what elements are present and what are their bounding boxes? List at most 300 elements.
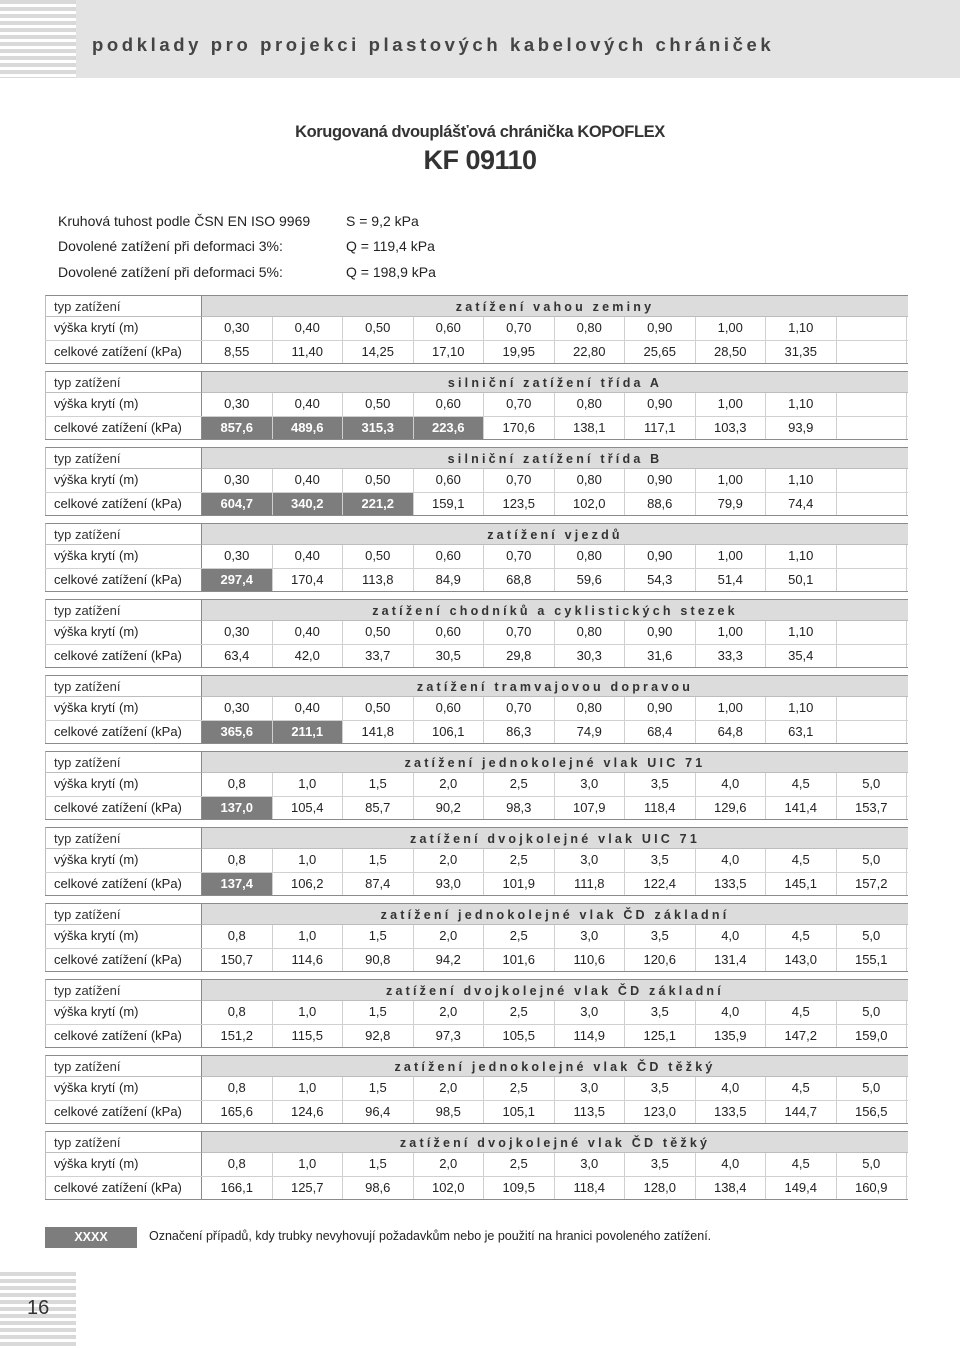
depth-cell: 0,50: [343, 393, 414, 416]
depth-cell: 0,80: [555, 697, 626, 720]
depth-cell: 0,90: [625, 393, 696, 416]
load-cell: 109,5: [484, 1177, 555, 1200]
load-cell: 98,3: [484, 797, 555, 820]
load-cell: 59,6: [555, 569, 626, 592]
section-header: [45, 751, 908, 773]
load-cell: 86,3: [484, 721, 555, 744]
depth-cell: 0,60: [414, 621, 485, 644]
row-label-type: typ zatížení: [45, 979, 202, 1001]
depth-cell: 0,80: [555, 317, 626, 340]
row-label-type: typ zatížení: [45, 447, 202, 469]
depth-cell: 3,5: [625, 1001, 696, 1024]
section-header: [45, 979, 908, 1001]
load-cell: 159,0: [837, 1025, 908, 1048]
section-title: zatížení chodníků a cyklistických stezek: [202, 599, 908, 621]
depth-cell: 0,90: [625, 317, 696, 340]
product-code: KF 09110: [423, 145, 537, 175]
depth-cell: [837, 545, 908, 568]
load-cell: [837, 645, 908, 668]
load-cell: 150,7: [202, 949, 273, 972]
depth-cell: 2,0: [414, 1153, 485, 1176]
depth-cell: 3,0: [555, 1077, 626, 1100]
property-value-stiffness: S = 9,2 kPa: [346, 213, 419, 229]
section-title: silniční zatížení třída B: [202, 447, 908, 469]
row-label-type: typ zatížení: [45, 827, 202, 849]
depth-cell: 3,5: [625, 773, 696, 796]
load-cell: 114,6: [273, 949, 344, 972]
load-cell: 74,4: [766, 493, 837, 516]
load-cell: 94,2: [414, 949, 485, 972]
load-cell: 31,6: [625, 645, 696, 668]
load-cell: 97,3: [414, 1025, 485, 1048]
depth-cell: 0,90: [625, 621, 696, 644]
depth-cell: 0,70: [484, 545, 555, 568]
load-row: [45, 569, 908, 593]
load-cell: 135,9: [696, 1025, 767, 1048]
load-section: [45, 295, 908, 364]
load-cell: 29,8: [484, 645, 555, 668]
load-cell: 151,2: [202, 1025, 273, 1048]
load-cell: 170,6: [484, 417, 555, 440]
load-cell: 165,6: [202, 1101, 273, 1124]
row-label-load: celkové zatížení (kPa): [45, 493, 202, 516]
depth-cell: 3,0: [555, 849, 626, 872]
depth-cell: 1,0: [273, 849, 344, 872]
depth-cell: 1,10: [766, 469, 837, 492]
section-title: zatížení dvojkolejné vlak ČD těžký: [202, 1131, 908, 1153]
load-cell: 68,8: [484, 569, 555, 592]
load-cell: 74,9: [555, 721, 626, 744]
load-cell: 33,7: [343, 645, 414, 668]
load-cell: 101,6: [484, 949, 555, 972]
depth-row: [45, 773, 908, 797]
depth-cell: 1,10: [766, 393, 837, 416]
section-header: [45, 903, 908, 925]
depth-cell: 0,90: [625, 545, 696, 568]
load-cell: 365,6: [202, 721, 273, 744]
row-label-type: typ zatížení: [45, 295, 202, 317]
load-cell: 84,9: [414, 569, 485, 592]
load-section: [45, 1055, 908, 1124]
depth-cell: 2,5: [484, 1153, 555, 1176]
row-label-load: celkové zatížení (kPa): [45, 569, 202, 592]
load-cell: 120,6: [625, 949, 696, 972]
load-cell: 122,4: [625, 873, 696, 896]
load-cell: 106,2: [273, 873, 344, 896]
section-header: [45, 447, 908, 469]
section-header: [45, 1055, 908, 1077]
load-cell: 315,3: [343, 417, 414, 440]
load-cell: 113,8: [343, 569, 414, 592]
depth-cell: 1,00: [696, 697, 767, 720]
row-label-load: celkové zatížení (kPa): [45, 797, 202, 820]
load-section: [45, 979, 908, 1048]
load-cell: 14,25: [343, 341, 414, 364]
row-label-load: celkové zatížení (kPa): [45, 873, 202, 896]
depth-cell: 0,30: [202, 317, 273, 340]
load-cell: 211,1: [273, 721, 344, 744]
load-cell: 105,1: [484, 1101, 555, 1124]
row-label-type: typ zatížení: [45, 1055, 202, 1077]
load-cell: 155,1: [837, 949, 908, 972]
depth-cell: 0,40: [273, 545, 344, 568]
load-cell: 223,6: [414, 417, 485, 440]
depth-cell: 3,5: [625, 925, 696, 948]
depth-cell: 3,5: [625, 1077, 696, 1100]
depth-row: [45, 393, 908, 417]
depth-cell: 2,0: [414, 1077, 485, 1100]
depth-cell: 0,40: [273, 697, 344, 720]
load-cell: 149,4: [766, 1177, 837, 1200]
load-cell: 160,9: [837, 1177, 908, 1200]
depth-cell: 0,8: [202, 1077, 273, 1100]
depth-cell: 1,0: [273, 1077, 344, 1100]
load-cell: 98,6: [343, 1177, 414, 1200]
depth-cell: 0,70: [484, 393, 555, 416]
row-label-depth: výška krytí (m): [45, 925, 202, 948]
load-cell: 85,7: [343, 797, 414, 820]
depth-cell: 3,0: [555, 925, 626, 948]
load-row: [45, 949, 908, 973]
load-row: [45, 341, 908, 365]
load-cell: 68,4: [625, 721, 696, 744]
load-section: [45, 523, 908, 592]
section-header: [45, 295, 908, 317]
depth-cell: 3,5: [625, 849, 696, 872]
depth-cell: 0,30: [202, 545, 273, 568]
depth-cell: 1,5: [343, 773, 414, 796]
depth-cell: 4,0: [696, 849, 767, 872]
depth-cell: 0,30: [202, 621, 273, 644]
depth-cell: 1,00: [696, 621, 767, 644]
load-cell: 138,4: [696, 1177, 767, 1200]
section-header: [45, 599, 908, 621]
load-cell: [837, 721, 908, 744]
load-cell: 79,9: [696, 493, 767, 516]
depth-cell: 4,5: [766, 773, 837, 796]
load-cell: 117,1: [625, 417, 696, 440]
row-label-depth: výška krytí (m): [45, 1153, 202, 1176]
row-label-depth: výška krytí (m): [45, 697, 202, 720]
load-cell: 106,1: [414, 721, 485, 744]
load-cell: 156,5: [837, 1101, 908, 1124]
depth-cell: 1,5: [343, 1077, 414, 1100]
property-label-stiffness: Kruhová tuhost podle ČSN EN ISO 9969: [58, 213, 311, 229]
load-cell: 128,0: [625, 1177, 696, 1200]
depth-cell: 1,0: [273, 925, 344, 948]
load-cell: 297,4: [202, 569, 273, 592]
load-cell: 42,0: [273, 645, 344, 668]
depth-cell: 3,5: [625, 1153, 696, 1176]
section-title: zatížení jednokolejné vlak UIC 71: [202, 751, 908, 773]
property-value-deform-5: Q = 198,9 kPa: [346, 264, 436, 280]
depth-cell: 0,80: [555, 545, 626, 568]
load-section: [45, 827, 908, 896]
depth-cell: 2,5: [484, 1001, 555, 1024]
load-row: [45, 721, 908, 745]
depth-row: [45, 1153, 908, 1177]
load-cell: 114,9: [555, 1025, 626, 1048]
depth-cell: 0,50: [343, 317, 414, 340]
row-label-depth: výška krytí (m): [45, 393, 202, 416]
section-header: [45, 523, 908, 545]
section-title: zatížení dvojkolejné vlak UIC 71: [202, 827, 908, 849]
row-label-type: typ zatížení: [45, 523, 202, 545]
depth-cell: 0,70: [484, 621, 555, 644]
depth-cell: 5,0: [837, 925, 908, 948]
depth-cell: 0,40: [273, 469, 344, 492]
depth-cell: 0,8: [202, 773, 273, 796]
load-cell: 22,80: [555, 341, 626, 364]
load-cell: 30,5: [414, 645, 485, 668]
depth-cell: [837, 317, 908, 340]
property-value-deform-3: Q = 119,4 kPa: [346, 238, 435, 254]
load-cell: 103,3: [696, 417, 767, 440]
depth-cell: 1,00: [696, 545, 767, 568]
property-label-deform-3: Dovolené zatížení při deformaci 3%:: [58, 238, 283, 254]
depth-row: [45, 545, 908, 569]
load-cell: 131,4: [696, 949, 767, 972]
load-cell: [837, 417, 908, 440]
load-cell: 54,3: [625, 569, 696, 592]
row-label-depth: výška krytí (m): [45, 317, 202, 340]
depth-cell: 0,80: [555, 393, 626, 416]
depth-cell: 1,0: [273, 773, 344, 796]
load-cell: 124,6: [273, 1101, 344, 1124]
load-cell: 19,95: [484, 341, 555, 364]
load-cell: 166,1: [202, 1177, 273, 1200]
depth-cell: 4,5: [766, 849, 837, 872]
depth-cell: 0,70: [484, 317, 555, 340]
load-section: [45, 371, 908, 440]
load-row: [45, 645, 908, 669]
load-cell: 340,2: [273, 493, 344, 516]
depth-cell: 0,60: [414, 697, 485, 720]
depth-cell: 0,80: [555, 621, 626, 644]
row-label-load: celkové zatížení (kPa): [45, 645, 202, 668]
depth-cell: 0,90: [625, 697, 696, 720]
row-label-depth: výška krytí (m): [45, 545, 202, 568]
depth-cell: 3,0: [555, 1153, 626, 1176]
page-header: podklady pro projekci plastových kabelových chrániček: [92, 34, 775, 55]
load-row: [45, 1025, 908, 1049]
load-cell: 113,5: [555, 1101, 626, 1124]
load-cell: 102,0: [555, 493, 626, 516]
load-cell: 115,5: [273, 1025, 344, 1048]
depth-row: [45, 1077, 908, 1101]
load-cell: 221,2: [343, 493, 414, 516]
section-header: [45, 827, 908, 849]
load-cell: 102,0: [414, 1177, 485, 1200]
row-label-type: typ zatížení: [45, 599, 202, 621]
load-cell: 92,8: [343, 1025, 414, 1048]
depth-cell: 0,50: [343, 697, 414, 720]
row-label-depth: výška krytí (m): [45, 849, 202, 872]
depth-cell: 2,0: [414, 849, 485, 872]
load-row: [45, 417, 908, 441]
depth-cell: 1,5: [343, 849, 414, 872]
decorative-stripes-top: [0, 0, 76, 78]
depth-cell: 2,0: [414, 925, 485, 948]
depth-cell: 4,5: [766, 925, 837, 948]
load-cell: 110,6: [555, 949, 626, 972]
depth-cell: 1,0: [273, 1001, 344, 1024]
depth-cell: 4,0: [696, 773, 767, 796]
load-cell: 17,10: [414, 341, 485, 364]
section-title: zatížení vahou zeminy: [202, 295, 908, 317]
row-label-load: celkové zatížení (kPa): [45, 721, 202, 744]
depth-cell: 1,10: [766, 545, 837, 568]
row-label-load: celkové zatížení (kPa): [45, 341, 202, 364]
depth-cell: 0,60: [414, 393, 485, 416]
load-cell: 157,2: [837, 873, 908, 896]
depth-cell: 2,0: [414, 1001, 485, 1024]
depth-row: [45, 1001, 908, 1025]
row-label-type: typ zatížení: [45, 1131, 202, 1153]
load-cell: 96,4: [343, 1101, 414, 1124]
load-cell: 153,7: [837, 797, 908, 820]
section-title: zatížení vjezdů: [202, 523, 908, 545]
depth-cell: 1,0: [273, 1153, 344, 1176]
depth-cell: 5,0: [837, 1077, 908, 1100]
depth-cell: 4,5: [766, 1077, 837, 1100]
depth-cell: 1,5: [343, 1153, 414, 1176]
load-cell: 25,65: [625, 341, 696, 364]
depth-cell: 1,00: [696, 317, 767, 340]
row-label-type: typ zatížení: [45, 371, 202, 393]
load-section: [45, 447, 908, 516]
row-label-load: celkové zatížení (kPa): [45, 1101, 202, 1124]
load-cell: 105,5: [484, 1025, 555, 1048]
depth-cell: 0,8: [202, 925, 273, 948]
depth-cell: 0,70: [484, 469, 555, 492]
legend-marker: XXXX: [45, 1227, 137, 1248]
load-cell: 51,4: [696, 569, 767, 592]
load-cell: 857,6: [202, 417, 273, 440]
load-cell: 147,2: [766, 1025, 837, 1048]
load-cell: 137,0: [202, 797, 273, 820]
load-cell: 604,7: [202, 493, 273, 516]
load-section: [45, 1131, 908, 1200]
load-cell: 144,7: [766, 1101, 837, 1124]
load-cell: 63,4: [202, 645, 273, 668]
load-cell: 98,5: [414, 1101, 485, 1124]
load-cell: 64,8: [696, 721, 767, 744]
depth-cell: 1,5: [343, 1001, 414, 1024]
load-cell: 145,1: [766, 873, 837, 896]
depth-cell: 2,0: [414, 773, 485, 796]
load-cell: 107,9: [555, 797, 626, 820]
load-cell: 90,2: [414, 797, 485, 820]
load-cell: [837, 493, 908, 516]
depth-cell: 0,90: [625, 469, 696, 492]
load-cell: 125,7: [273, 1177, 344, 1200]
depth-row: [45, 621, 908, 645]
document-title: Korugovaná dvouplášťová chránička KOPOFLEX: [295, 123, 665, 141]
depth-cell: 5,0: [837, 1153, 908, 1176]
depth-row: [45, 317, 908, 341]
depth-cell: 0,50: [343, 621, 414, 644]
depth-cell: 0,60: [414, 469, 485, 492]
load-row: [45, 873, 908, 897]
depth-cell: 3,0: [555, 773, 626, 796]
load-row: [45, 1101, 908, 1125]
depth-cell: 3,0: [555, 1001, 626, 1024]
load-cell: 105,4: [273, 797, 344, 820]
depth-cell: 0,50: [343, 469, 414, 492]
depth-cell: 0,8: [202, 1153, 273, 1176]
depth-cell: [837, 393, 908, 416]
load-cell: 133,5: [696, 873, 767, 896]
load-cell: 143,0: [766, 949, 837, 972]
load-cell: 138,1: [555, 417, 626, 440]
depth-cell: 2,5: [484, 1077, 555, 1100]
depth-cell: 1,00: [696, 469, 767, 492]
load-cell: 8,55: [202, 341, 273, 364]
depth-cell: 4,0: [696, 1153, 767, 1176]
load-cell: 123,5: [484, 493, 555, 516]
depth-row: [45, 469, 908, 493]
load-cell: [837, 341, 908, 364]
depth-cell: 0,8: [202, 1001, 273, 1024]
depth-cell: 0,40: [273, 393, 344, 416]
depth-cell: 4,5: [766, 1153, 837, 1176]
load-cell: 31,35: [766, 341, 837, 364]
depth-cell: 0,8: [202, 849, 273, 872]
depth-row: [45, 925, 908, 949]
depth-cell: 0,30: [202, 469, 273, 492]
depth-cell: 0,80: [555, 469, 626, 492]
depth-cell: 1,10: [766, 317, 837, 340]
load-cell: 90,8: [343, 949, 414, 972]
row-label-load: celkové zatížení (kPa): [45, 1025, 202, 1048]
load-cell: 35,4: [766, 645, 837, 668]
load-cell: 50,1: [766, 569, 837, 592]
load-cell: 141,4: [766, 797, 837, 820]
load-row: [45, 797, 908, 821]
load-section: [45, 599, 908, 668]
depth-cell: 2,5: [484, 773, 555, 796]
row-label-depth: výška krytí (m): [45, 1001, 202, 1024]
depth-cell: [837, 697, 908, 720]
depth-cell: 0,30: [202, 393, 273, 416]
load-cell: 93,0: [414, 873, 485, 896]
row-label-load: celkové zatížení (kPa): [45, 1177, 202, 1200]
depth-cell: [837, 621, 908, 644]
depth-cell: 0,50: [343, 545, 414, 568]
section-header: [45, 1131, 908, 1153]
load-section: [45, 751, 908, 820]
section-title: zatížení jednokolejné vlak ČD základní: [202, 903, 908, 925]
load-section: [45, 903, 908, 972]
load-cell: 101,9: [484, 873, 555, 896]
load-cell: 11,40: [273, 341, 344, 364]
load-cell: 170,4: [273, 569, 344, 592]
load-cell: 123,0: [625, 1101, 696, 1124]
depth-cell: 1,10: [766, 697, 837, 720]
depth-row: [45, 697, 908, 721]
depth-cell: 0,40: [273, 621, 344, 644]
load-cell: 111,8: [555, 873, 626, 896]
load-section: [45, 675, 908, 744]
load-cell: 141,8: [343, 721, 414, 744]
row-label-depth: výška krytí (m): [45, 469, 202, 492]
depth-cell: 2,5: [484, 849, 555, 872]
load-cell: 33,3: [696, 645, 767, 668]
depth-cell: 5,0: [837, 1001, 908, 1024]
depth-cell: 4,0: [696, 1001, 767, 1024]
load-cell: 118,4: [555, 1177, 626, 1200]
